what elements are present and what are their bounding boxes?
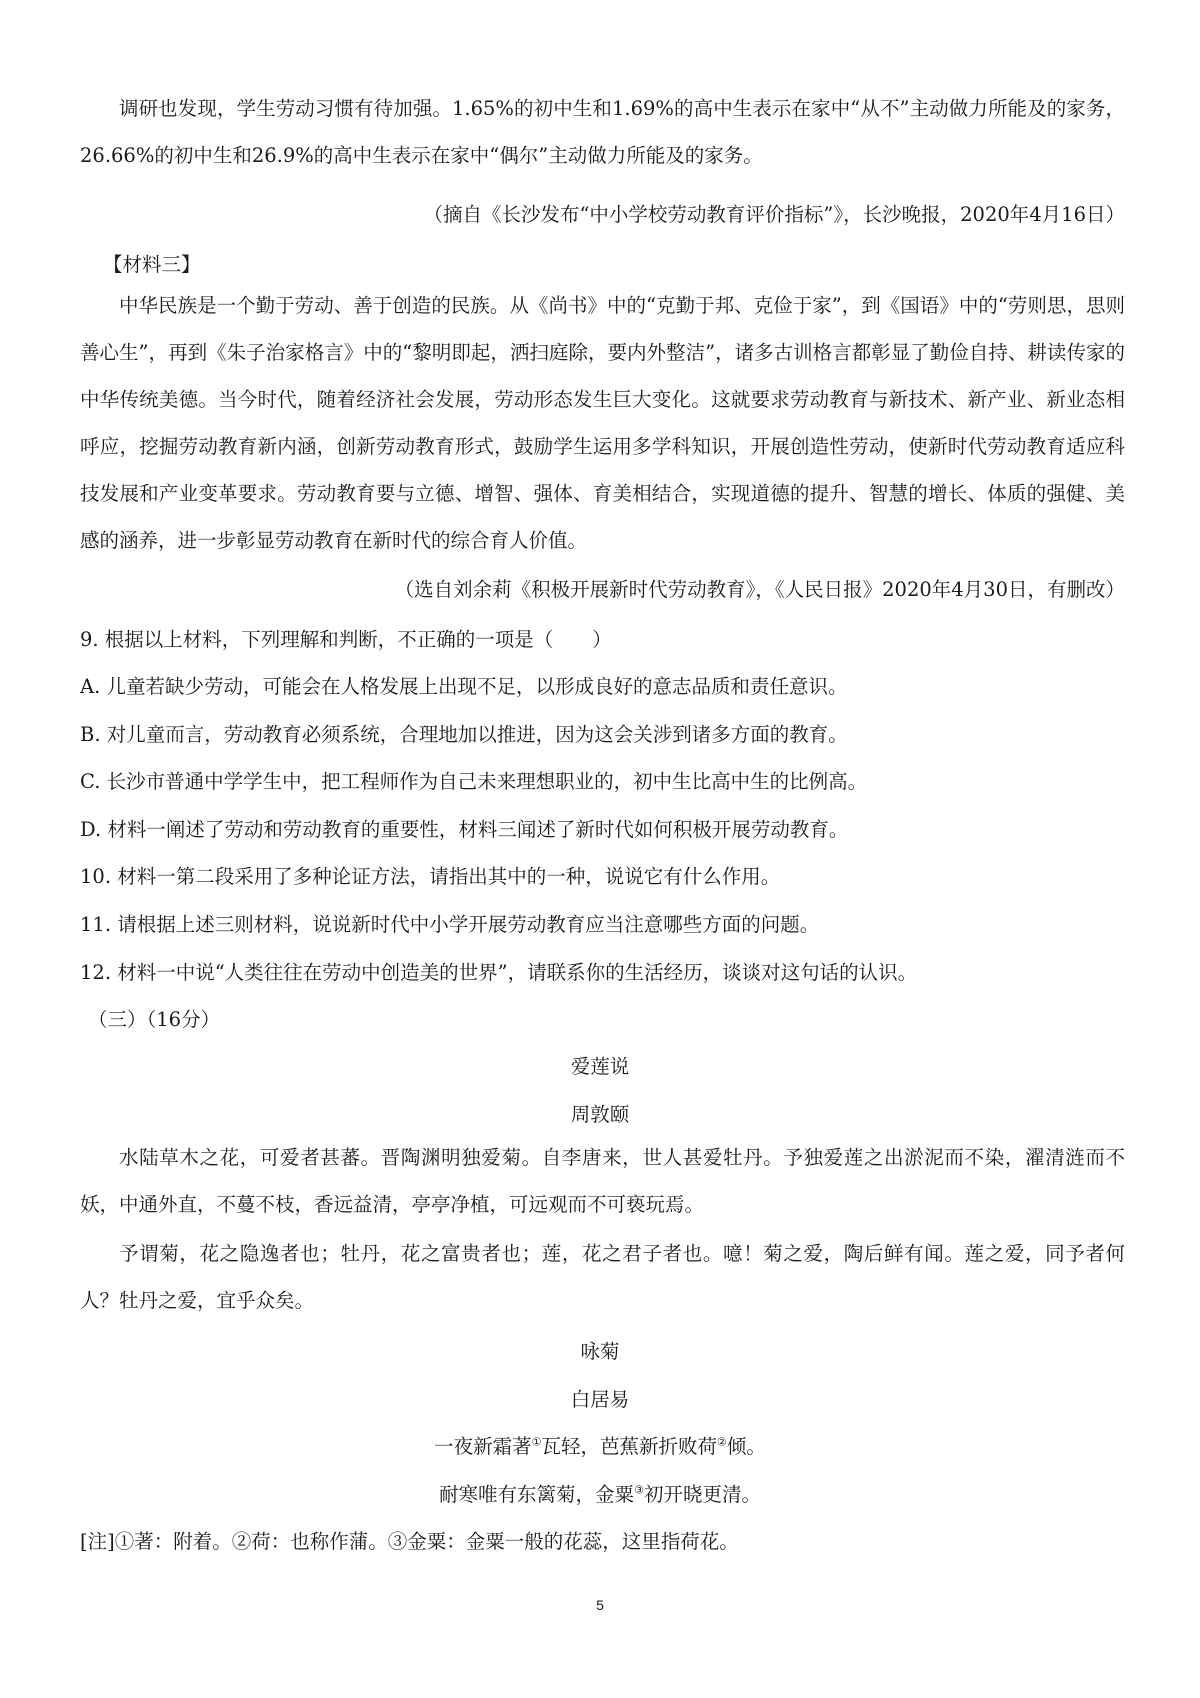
- footnote-marker-1: ①: [531, 1435, 542, 1449]
- option-d: D. 材料一阐述了劳动和劳动教育的重要性，材料三闻述了新时代如何积极开展劳动教育。: [80, 818, 849, 841]
- material2-source: （摘自《长沙发布“中小学校劳动教育评价指标”》，长沙晚报，2020年4月16日）: [423, 203, 1125, 226]
- poem-line-2-part-b: 初开晓更清。: [643, 1483, 761, 1506]
- section-3-heading: （三）（16分）: [88, 1008, 221, 1031]
- material2-paragraph: 调研也发现，学生劳动习惯有待加强。1.65%的初中生和1.69%的高中生表示在家中“从不”主动做力所能及的家务，26.66%的初中生和26.9%的高中生表示在家中“偶尔”主动做力所能及的家务。: [80, 97, 1125, 167]
- footnote-marker-2: ②: [717, 1435, 727, 1449]
- page-number: 5: [596, 1597, 604, 1613]
- poem-line-1-part-c: 倾。: [726, 1435, 766, 1458]
- material3-source: （选自刘余莉《积极开展新时代劳动教育》，《人民日报》2020年4月30日，有删改）: [394, 578, 1125, 601]
- ailian-paragraph-2: 予谓菊，花之隐逸者也；牡丹，花之富贵者也；莲，花之君子者也。噫！菊之爱，陶后鲜有闻。莲之爱，同予者何人？牡丹之爱，宜乎众矣。: [80, 1242, 1125, 1312]
- question-12: 12. 材料一中说“人类往往在劳动中创造美的世界”，请联系你的生活经历，谈谈对这句话的认识。: [80, 961, 918, 984]
- ailian-paragraph-1: 水陆草木之花，可爱者甚蕃。晋陶渊明独爱菊。自李唐来，世人甚爱牡丹。予独爱莲之出淤泥而不染，濯清涟而不妖，中通外直，不蔓不枝，香远益清，亭亭净植，可远观而不可亵玩焉。: [80, 1146, 1125, 1216]
- material3-heading: 【材料三】: [103, 253, 201, 276]
- question-11: 11. 请根据上述三则材料，说说新时代中小学开展劳动教育应当注意哪些方面的问题。: [80, 913, 820, 936]
- poem-note: [注]①著：附着。②荷：也称作蒲。③金粟：金粟一般的花蕊，这里指荷花。: [80, 1530, 739, 1553]
- poem-line-2: [0, 1480, 1200, 1510]
- option-b: B. 对儿童而言，劳动教育必须系统，合理地加以推进，因为这会关涉到诸多方面的教育。: [80, 723, 848, 746]
- option-c: C. 长沙市普通中学学生中，把工程师作为自己未来理想职业的，初中生比高中生的比例高。: [80, 770, 868, 793]
- poem-line-2-part-a: 耐寒唯有东篱菊，金粟: [439, 1483, 635, 1506]
- poem-line-1-part-b: 瓦轻，芭蕉新折败荷: [541, 1435, 717, 1458]
- ailian-author: 周敦颐: [570, 1103, 630, 1126]
- ailian-title: 爱莲说: [570, 1055, 630, 1078]
- question-9: 9. 根据以上材料，下列理解和判断，不正确的一项是（ ）: [80, 628, 612, 651]
- option-a: A. 儿童若缺少劳动，可能会在人格发展上出现不足，以形成良好的意志品质和责任意识。: [80, 675, 848, 698]
- poem-line-1-part-a: 一夜新霜著: [434, 1435, 532, 1458]
- yongju-title: 咏菊: [580, 1340, 620, 1363]
- question-10: 10. 材料一第二段采用了多种论证方法，请指出其中的一种，说说它有什么作用。: [80, 865, 781, 888]
- yongju-author: 白居易: [570, 1388, 630, 1411]
- footnote-marker-3: ③: [634, 1483, 644, 1497]
- poem-line-1: [0, 1432, 1200, 1462]
- material3-paragraph: 中华民族是一个勤于劳动、善于创造的民族。从《尚书》中的“克勤于邦、克俭于家”，到《国语》中的“劳则思，思则善心生”，再到《朱子治家格言》中的“黎明即起，洒扫庭除，要内外整洁”，诸多古训格言都彰显了勤俭自持、耕读传家的中华传统美德。当今时代，随着经济社会发展，劳动形态发生巨大变化。这就要求劳动教育与新技术、新产业、新业态相呼应，挖掘劳动教育新内涵，创新劳动教育形式，鼓励学生运用多学科知识，开展创造性劳动，使新时代劳动教育适应科技发展和产业变革要求。劳动教育要与立德、增智、强体、育美相结合，实现道德的提升、智慧的增长、体质的强健、美感的涵养，进一步彰显劳动教育在新时代的综合育人价值。: [80, 294, 1125, 552]
